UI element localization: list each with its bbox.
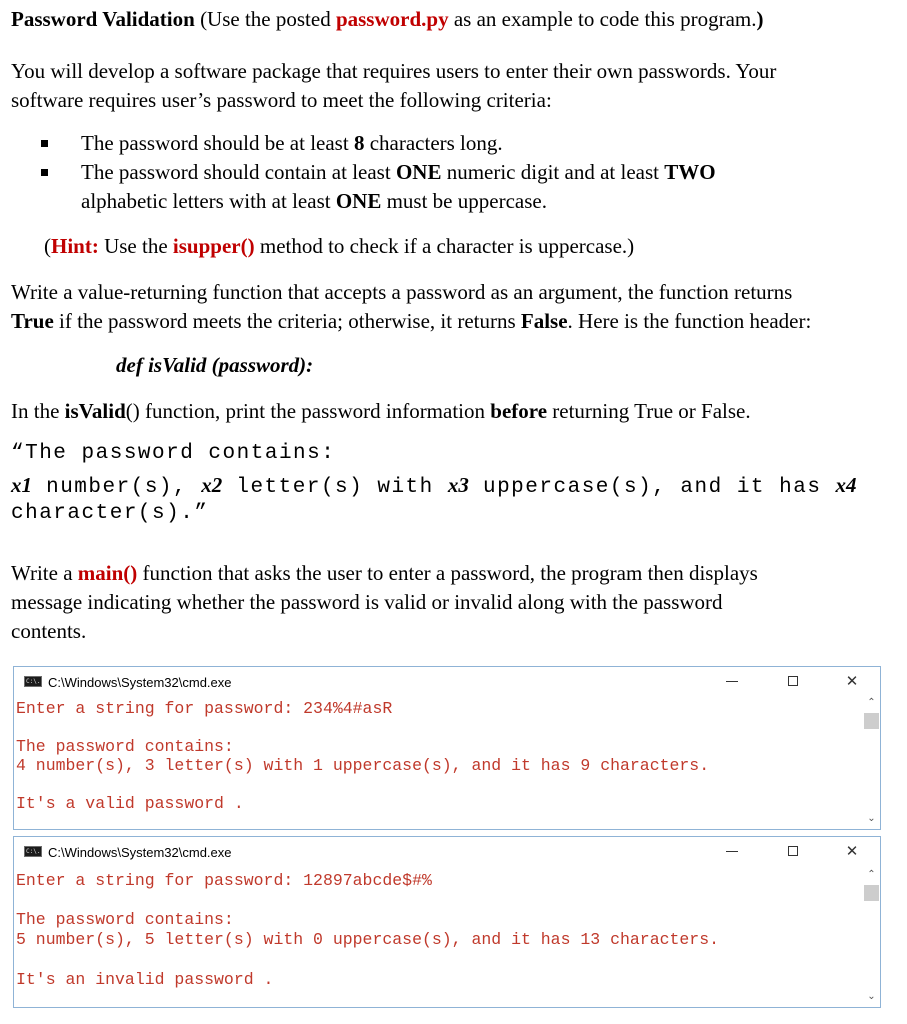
output-format-line-1: “The password contains: [11, 442, 336, 465]
scroll-down-icon[interactable]: ⌄ [867, 991, 876, 1002]
title-end: as an example to code this program. [448, 7, 757, 31]
page-title [11, 6, 763, 32]
close-button[interactable] [840, 840, 864, 862]
output-format-line-3: character(s).” [11, 502, 209, 525]
window-title: C:\Windows\System32\cmd.exe [48, 675, 232, 690]
main-desc-line-2: message indicating whether the password is valid or invalid along with the password [11, 590, 723, 614]
console-line: The password contains: [16, 737, 234, 756]
window-titlebar[interactable] [14, 667, 880, 693]
scrollbar-thumb[interactable] [864, 713, 879, 729]
title-mid: (Use the posted [194, 7, 336, 31]
intro-line-1: You will develop a software package that requires users to enter their own passwords. Your [11, 59, 777, 83]
close-button[interactable] [840, 670, 864, 692]
main-function-name: main() [77, 561, 138, 585]
console-line: 5 number(s), 5 letter(s) with 0 uppercase(s), and it has 13 characters. [16, 930, 720, 949]
bullet-marker [41, 169, 48, 176]
scroll-up-icon[interactable]: ⌃ [867, 697, 876, 708]
cmd-icon: C:\. [26, 848, 41, 855]
maximize-icon [788, 846, 798, 856]
maximize-button[interactable] [782, 840, 806, 862]
minimize-button[interactable] [720, 670, 744, 692]
title-bold: Password Validation [11, 7, 195, 31]
output-format-line-2: x1 number(s), x2 letter(s) with x3 uppercase(s), and it has x4 [11, 473, 857, 499]
hint-method: isupper() [172, 234, 255, 258]
function-header: def isValid (password): [116, 353, 314, 377]
criteria-item-length: The password should be at least 8 characters long. [81, 131, 503, 155]
close-icon: ✕ [845, 842, 859, 860]
main-desc-line-1: Write a main() function that asks the user to enter a password, the program then displays [11, 561, 758, 585]
criteria-item-composition: The password should contain at least ONE numeric digit and at least TWO [81, 160, 716, 184]
console-line: 4 number(s), 3 letter(s) with 1 uppercase(s), and it has 9 characters. [16, 756, 710, 775]
vertical-scrollbar[interactable] [863, 693, 880, 829]
vertical-scrollbar[interactable] [863, 863, 880, 1007]
cmd-icon: C:\. [26, 678, 41, 685]
scroll-down-icon[interactable]: ⌄ [867, 813, 876, 824]
console-window-valid [13, 666, 881, 830]
maximize-button[interactable] [782, 670, 806, 692]
hint-label: Hint: [51, 234, 99, 258]
bullet-marker [41, 140, 48, 147]
minimize-button[interactable] [720, 840, 744, 862]
minimize-icon [726, 681, 738, 682]
console-line: The password contains: [16, 910, 234, 929]
window-titlebar[interactable] [14, 837, 880, 863]
intro-line-2: software requires user’s password to meet the following criteria: [11, 88, 552, 112]
console-line: Enter a string for password: 234%4#asR [16, 699, 393, 718]
title-close: ) [756, 7, 764, 31]
criteria-item-composition-cont: alphabetic letters with at least ONE must be uppercase. [81, 189, 547, 213]
close-icon: ✕ [845, 672, 859, 690]
title-file: password.py [335, 7, 449, 31]
console-line: It's a valid password . [16, 794, 244, 813]
scroll-up-icon[interactable]: ⌃ [867, 869, 876, 880]
function-desc-line-2: True if the password meets the criteria; otherwise, it returns False. Here is the function header: [11, 309, 812, 333]
scrollbar-thumb[interactable] [864, 885, 879, 901]
console-line: Enter a string for password: 12897abcde$#% [16, 871, 432, 890]
maximize-icon [788, 676, 798, 686]
function-desc-line-1: Write a value-returning function that accepts a password as an argument, the function returns [11, 280, 793, 304]
main-desc-line-3: contents. [11, 619, 87, 643]
window-title: C:\Windows\System32\cmd.exe [48, 845, 232, 860]
console-line: It's an invalid password . [16, 970, 274, 989]
isvalid-print-instruction: In the isValid() function, print the password information before returning True or False. [11, 399, 751, 423]
hint-line: (Hint: Use the isupper() method to check if a character is uppercase.) [44, 234, 635, 258]
console-window-invalid [13, 836, 881, 1008]
minimize-icon [726, 851, 738, 852]
